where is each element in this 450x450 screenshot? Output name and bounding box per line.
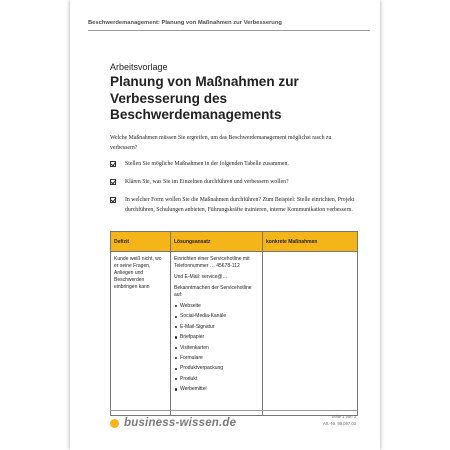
checkbox-icon — [110, 179, 116, 185]
list-item: Produkt — [180, 376, 259, 383]
article-number: Art.-Nr. 99.097.03 — [322, 420, 356, 426]
solution-line: Und E-Mail: service@… — [174, 274, 228, 280]
cell-loesungsansatz — [171, 252, 263, 416]
checklist-item-text: Klären Sie, was Sie im Einzelnen durchführen und verbessern wollen? — [125, 179, 289, 185]
table-header-row — [111, 232, 358, 252]
solution-list — [174, 303, 259, 393]
checklist-item — [110, 177, 362, 187]
list-item: Briefpapier — [180, 334, 259, 341]
document-kicker: Arbeitsvorlage — [110, 62, 168, 72]
column-header-defizit: Defizit — [111, 232, 171, 252]
solution-line: Bekanntmachen der Servicehotline auf: — [174, 285, 252, 298]
checkbox-icon — [110, 161, 116, 167]
list-item: E-Mail-Signatur — [180, 324, 259, 331]
brand-logo — [110, 417, 236, 429]
page-number: Seite 1 von 3 — [331, 414, 356, 419]
checklist-item-text: In welcher Form wollen Sie die Maßnahmen durchführen? Zum Beispiel: Stelle einrichten, Projekt durchführen, Schulungen anbieten, Führungskräfte trainieren, interne Kommunikation verbessern. — [125, 197, 355, 213]
checklist-item — [110, 195, 362, 215]
checklist — [110, 159, 362, 223]
brand-name: business-wissen.de — [124, 417, 237, 429]
checklist-item — [110, 159, 362, 169]
intro-paragraph: Welche Maßnahmen müssen Sie ergreifen, um das Beschwerdemanagement möglichst rasch zu verbessern? — [110, 135, 332, 151]
list-item: Social-Media-Kanäle — [180, 313, 259, 320]
column-header-massnahmen: konkrete Maßnahmen — [263, 232, 358, 252]
document-title: Planung von Maßnahmen zur Verbesserung des Beschwerdemanagements — [110, 74, 299, 122]
checkbox-icon — [110, 197, 116, 203]
cell-massnahmen[interactable] — [263, 252, 358, 416]
measures-table — [110, 231, 358, 416]
running-header: Beschwerdemanagement: Planung von Maßnahmen zur Verbesserung — [88, 20, 370, 31]
solution-line: Einrichten einer Servicehotline mit Telefonnummer … 45678-112 — [174, 256, 250, 269]
column-header-loesungsansatz: Lösungsansatz — [171, 232, 263, 252]
cell-defizit: Kunde weiß nicht, wo er seine Fragen, Anliegen und Beschwerden einbringen kann — [111, 252, 171, 416]
document-page — [70, 0, 380, 450]
footer-divider — [110, 410, 357, 411]
table-row — [111, 252, 358, 416]
list-item: Visitenkarten — [180, 345, 259, 352]
list-item: Werbemittel — [180, 386, 259, 393]
checklist-item-text: Stellen Sie mögliche Maßnahmen in der folgenden Tabelle zusammen. — [125, 161, 289, 167]
brand-dot-icon — [110, 419, 119, 428]
list-item: Formulare — [180, 355, 259, 362]
footer-meta — [290, 414, 356, 427]
list-item: Produktverpackung — [180, 365, 259, 372]
list-item: Webseite — [180, 303, 259, 310]
